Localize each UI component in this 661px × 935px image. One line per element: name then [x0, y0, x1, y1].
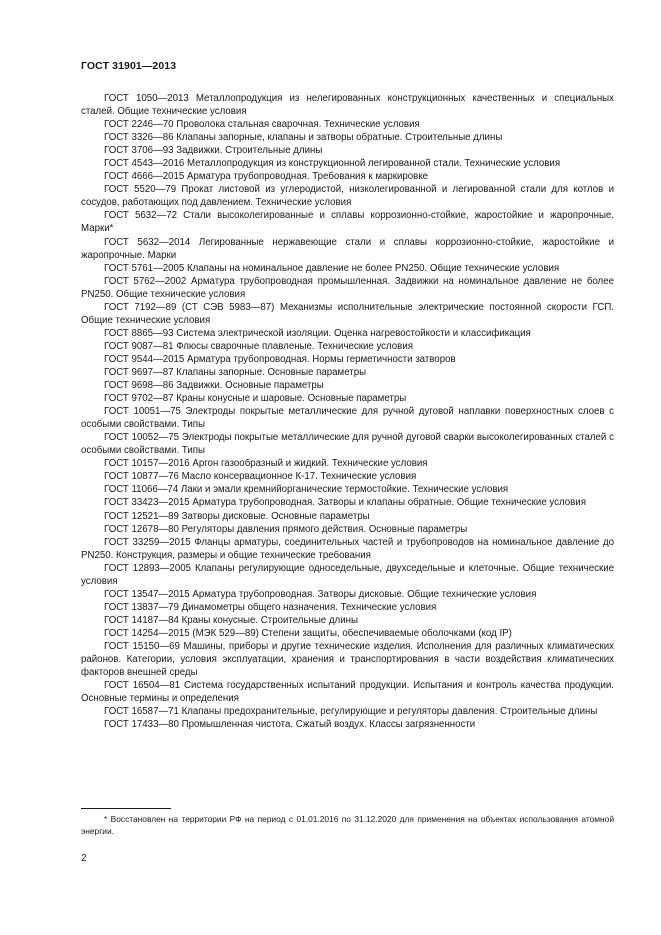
- reference-item: ГОСТ 33259—2015 Фланцы арматуры, соединительных частей и трубопроводов на номинальное давление до PN250. Конструкция, размеры и общие технические требования: [81, 536, 614, 561]
- page-number: 2: [81, 853, 87, 864]
- reference-item: ГОСТ 11066—74 Лаки и эмали кремнийорганические термостойкие. Технические условия: [104, 484, 509, 496]
- reference-item: ГОСТ 10157—2016 Аргон газообразный и жидкий. Технические условия: [104, 458, 428, 470]
- reference-item: ГОСТ 2246—70 Проволока стальная сварочная. Технические условия: [104, 119, 420, 131]
- footnote: * Восстановлен на территории РФ на период с 01.01.2016 по 31.12.2020 для применения на объектах использования атомной энергии.: [81, 814, 614, 836]
- reference-item: ГОСТ 9698—86 Задвижки. Основные параметры: [104, 380, 324, 392]
- reference-item: ГОСТ 9087—81 Флюсы сварочные плавленые. Технические условия: [104, 340, 413, 352]
- reference-item: ГОСТ 3706—93 Задвижки. Строительные длины: [104, 145, 323, 157]
- reference-item: ГОСТ 5761—2005 Клапаны на номинальное давление не более PN250. Общие технические условия: [104, 262, 560, 274]
- reference-item: ГОСТ 5632—72 Стали высоколегированные и сплавы коррозионно-стойкие, жаростойкие и жаропрочные. Марки*: [81, 210, 614, 235]
- reference-item: ГОСТ 3326—86 Клапаны запорные, клапаны и затворы обратные. Строительные длины: [104, 132, 503, 144]
- reference-item: ГОСТ 33423—2015 Арматура трубопроводная. Затворы и клапаны обратные. Общие технические условия: [104, 497, 586, 509]
- reference-item: ГОСТ 10051—75 Электроды покрытые металлические для ручной дуговой наплавки поверхностных слоев с особыми свойствами. Типы: [81, 406, 614, 431]
- reference-item: ГОСТ 16587—71 Клапаны предохранительные, регулирующие и регуляторы давления. Строительные длины: [104, 706, 598, 718]
- reference-item: ГОСТ 14187—84 Краны конусные. Строительные длины: [104, 614, 358, 626]
- normative-references-list: [81, 92, 614, 731]
- reference-item: ГОСТ 12521—89 Затворы дисковые. Основные параметры: [104, 510, 370, 522]
- reference-item: ГОСТ 14254—2015 (МЭК 529—89) Степени защиты, обеспечиваемые оболочками (код IP): [104, 627, 512, 639]
- reference-item: ГОСТ 12678—80 Регуляторы давления прямого действия. Основные параметры: [104, 523, 468, 535]
- reference-item: ГОСТ 12893—2005 Клапаны регулирующие односедельные, двухседельные и клеточные. Общие технические условия: [81, 562, 614, 587]
- reference-item: ГОСТ 5762—2002 Арматура трубопроводная промышленная. Задвижки на номинальное давление не более PN250. Общие технические условия: [81, 275, 614, 300]
- reference-item: ГОСТ 15150—69 Машины, приборы и другие технические изделия. Исполнения для различных климатических районов. Категории, условия эксплуатации, хранения и транспортирования в части воздействия климатических факторов внешней среды: [81, 640, 614, 679]
- reference-item: ГОСТ 4666—2015 Арматура трубопроводная. Требования к маркировке: [104, 171, 429, 183]
- reference-item: ГОСТ 5520—79 Прокат листовой из углеродистой, низколегированной и легированной стали для котлов и сосудов, работающих под давлением. Технические условия: [81, 184, 614, 209]
- reference-item: ГОСТ 13547—2015 Арматура трубопроводная. Затворы дисковые. Общие технические условия: [104, 588, 537, 600]
- reference-item: ГОСТ 10877—76 Масло консервационное К-17. Технические условия: [104, 471, 417, 483]
- reference-item: ГОСТ 9697—87 Клапаны запорные. Основные параметры: [104, 366, 367, 378]
- reference-item: ГОСТ 17433—80 Промышленная чистота. Сжатый воздух. Классы загрязненности: [104, 719, 476, 731]
- document-header: ГОСТ 31901—2013: [81, 60, 177, 72]
- reference-item: ГОСТ 9702—87 Краны конусные и шаровые. Основные параметры: [104, 393, 407, 405]
- reference-item: ГОСТ 8865—93 Система электрической изоляции. Оценка нагревостойкости и классификация: [104, 327, 531, 339]
- reference-item: ГОСТ 4543—2016 Металлопродукция из конструкционной легированной стали. Технические условия: [104, 158, 561, 170]
- reference-item: ГОСТ 7192—89 (СТ СЭВ 5983—87) Механизмы исполнительные электрические постоянной скорости ГСП. Общие технические условия: [81, 301, 614, 326]
- reference-item: ГОСТ 16504—81 Система государственных испытаний продукции. Испытания и контроль качества продукции. Основные термины и определения: [81, 680, 614, 705]
- footnote-separator: [81, 808, 171, 809]
- reference-item: ГОСТ 9544—2015 Арматура трубопроводная. Нормы герметичности затворов: [104, 353, 456, 365]
- reference-item: ГОСТ 5632—2014 Легированные нержавеющие стали и сплавы коррозионно-стойкие, жаростойкие и жаропрочные. Марки: [81, 236, 614, 261]
- reference-item: ГОСТ 10052—75 Электроды покрытые металлические для ручной дуговой сварки высоколегированных сталей с особыми свойствами. Типы: [81, 432, 614, 457]
- reference-item: ГОСТ 1050—2013 Металлопродукция из нелегированных конструкционных качественных и специальных сталей. Общие технические условия: [81, 93, 614, 118]
- reference-item: ГОСТ 13837—79 Динамометры общего назначения. Технические условия: [104, 601, 437, 613]
